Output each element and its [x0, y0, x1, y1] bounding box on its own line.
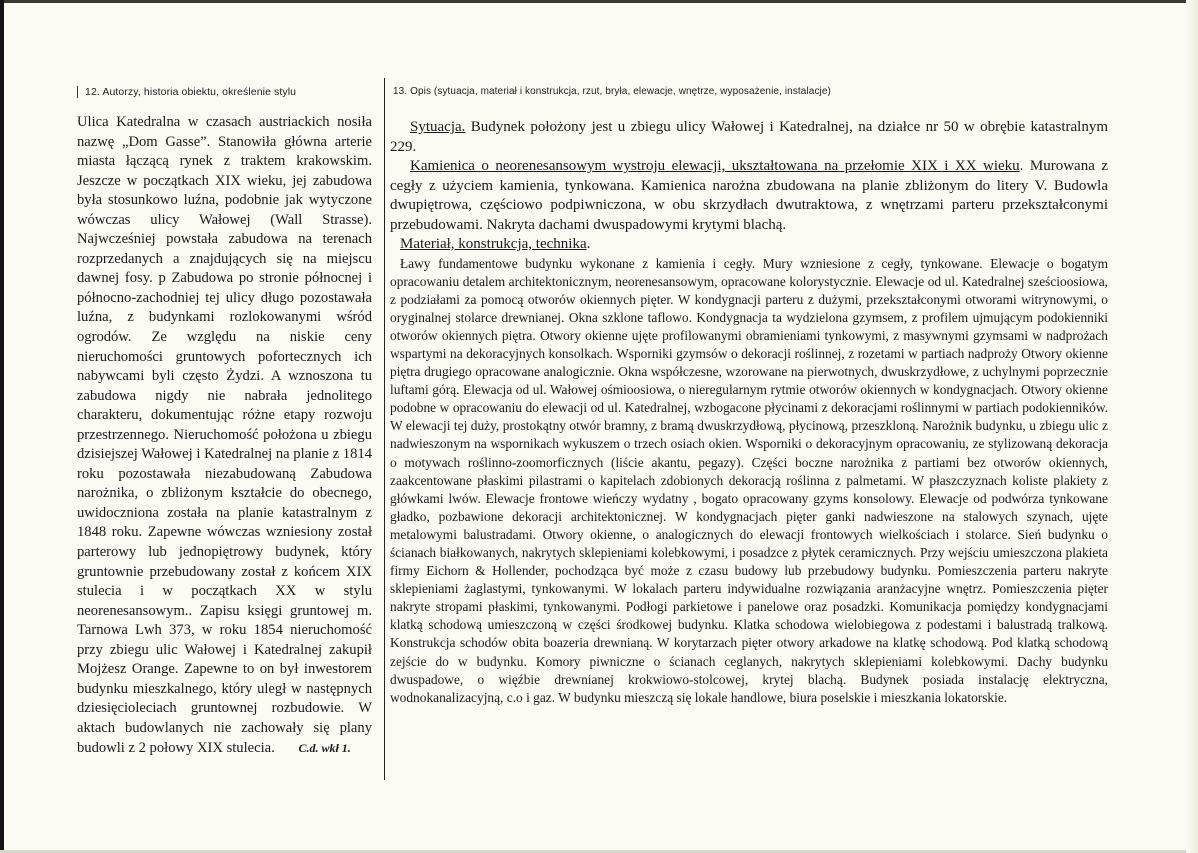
- style-text: . Murowana z cegły z użyciem kamienia, tynkowana. Kamienica narożna zbudowana na planie zbliżonym do litery V. Budowla dwupiętrowa, częściowo podpiwniczona, w obu skrzydłach dwutraktowa, z wnętrzami parteru przekształconymi przebudowami. Nakryta dachami dwuspadowymi krytymi blachą.: [390, 158, 1108, 233]
- section-12-body: [77, 113, 372, 758]
- history-paragraph: [77, 113, 372, 758]
- material-paragraph: Ławy fundamentowe budynku wykonane z kamienia i cegły. Mury wzniesione z cegły, tynkowane. Elewacje o bogatym opracowaniu detalem architektonicznym, neorenesansowym, opracowane kolorystycznie. Elewacje od ul. Katedralnej sześcioosiowa, z podziałami za pomocą otworów okiennych pięter. W kondygnacji parteru z dużymi, przekształconymi otworami witrynowymi, o oryginalnej stolarce drewnianej. Okna szklone taflowo. Kondygnacja ta wydzielona gzymsem, z profilem ujmującym podokienniki otworów okiennych piętra. Otwory okienne ujęte profilowanymi obramieniami tynkowymi, z masywnymi gzymsami w nadprożach wspartymi na dekoracyjnych konsolkach. Wsporniki gzymsów o dekoracji roślinnej, z rozetami w partiach nadproży Otwory okienne piętra drugiego opracowane analogicznie. Okna współczesne, wzorowane na pierwotnych, dwuskrzydłowe, z uchylnymi poprzecznie luftami górą. Elewacja od ul. Wałowej ośmioosiowa, o nieregularnym rytmie otworów okiennych w kondygnacjach. Otwory okienne podobne w opracowaniu do elewacji od ul. Katedralnej, wzbogacone płycinami z dekoracjami roślinnymi w partiach podokienników. W elewacji tej duży, prostokątny otwór bramny, z bramą dwuskrzydłową, płycinową, przeszkloną. Narożnik budynku, u zbiegu ulic z nadwieszonym na wspornikach wykuszem o trzech osiach okien. Wsporniki o dekoracyjnym opracowaniu, ze stylizowaną dekoracja o motywach roślinno-zoomorficznych (liście akantu, pegazy). Części boczne narożnika z partiami bez otworów okiennych, zaakcentowane płaskimi pilastrami o kapitelach zdobionych dekoracją roślinna z palmetami. W płaszczyznach koliste plakiety z główkami lwów. Elewacje frontowe wieńczy wydatny , bogato opracowany gzyms konsolowy. Elewacje od podwórza tynkowane gładko, pozbawione dekoracji architektonicznej. W kondygnacjach pięter ganki nadwieszone na stalowych szynach, ujęte metalowymi balustradami. Otwory okienne, o analogicznych do elewacji frontowych wielkościach i stolarce. Sień budynku o ścianach białkowanych, nakrytych sklepieniami kolebkowymi, i posadzce z płytek ceramicznych. Przy wejściu umieszczona plakieta firmy Eichorn & Hollender, pochodząca być może z czasu budowy lub przebudowy budynku. Pomieszczenia parteru nakryte sklepieniami żaglastymi, tynkowanymi. W lokalach parteru indywidualne rozwiązania aranżacyjne wnętrz. Pomieszczenia pięter nakryte stropami płaskimi, tynkowanymi. Podłogi parkietowe i panelowe oraz posadzki. Komunikacja pomiędzy kondygnacjami klatką schodową umieszczoną w części środkowej budynku. Klatka schodowa wielobiegowa z podestami i balustradą tralkową. Konstrukcja schodów obita boazeria drewnianą. W korytarzach pięter otwory arkadowe na klatkę schodową. Pod klatką schodową zejście do w budynku. Komory piwniczne o ścianach ceglanych, nakrytych sklepieniami kolebkowymi. Dachy budynku dwuspadowe, o więźbie drewnianej krokwiowo-stolcowej, krytej blachą. Budynek posiada instalację elektryczna, wodnokanalizacyjną, c.o i gaz. W budynku mieszczą się lokale handlowe, biura poselskie i mieszkania lokatorskie.: [390, 255, 1108, 705]
- situation-paragraph: [390, 118, 1108, 157]
- scan-edge-left: [0, 0, 4, 853]
- column-divider: [384, 78, 385, 780]
- style-paragraph: [390, 157, 1108, 235]
- material-heading-paragraph: [390, 235, 1108, 255]
- situation-text: Budynek położony jest u zbiegu ulicy Wałowej i Katedralnej, na działce nr 50 w obrębie katastralnym 229.: [390, 119, 1108, 155]
- section-13-header: 13. Opis (sytuacja, materiał i konstrukcja, rzut, bryła, elewacje, wnętrze, wyposażenie, instalacje): [393, 86, 831, 97]
- continuation-note: C.d. wkł 1.: [298, 740, 351, 755]
- situation-heading: Sytuacja.: [410, 119, 466, 135]
- style-heading: Kamienica o neorenesansowym wystroju elewacji, ukształtowana na przełomie XIX i XX wieku: [410, 158, 1020, 174]
- section-12-header: 12. Autorzy, historia obiektu, określenie stylu: [77, 86, 296, 98]
- section-13-body: [390, 118, 1108, 707]
- material-heading-end: .: [586, 236, 591, 252]
- history-text: Ulica Katedralna w czasach austriackich nosiła nazwę „Dom Gasse”. Stanowiła główna arterie miasta łączącą rynek z traktem krakowskim. Jeszcze w początkach XIX wieku, jej zabudowa była stosunkowo luźna, podobnie jak wytyczone wówczas ulicy Wałowej (Wall Strasse). Najwcześniej powstała zabudowa na terenach rozprzedanych a znajdujących się na miejscu dawnej fosy. p Zabudowa po stronie północnej i północno-zachodniej tej ulicy długo pozostawała luźna, z budynkami rozlokowanymi wśród ogrodów. Ze względu na niskie ceny nieruchomości gruntowych pofortecznych ich nabywcami byli często Żydzi. A wznoszona tu zabudowa nigdy nie nabrała jednolitego charakteru, dokumentując różne etapy rozwoju przestrzennego. Nieruchomość położona u zbiegu dzisiejszej Wałowej i Katedralnej na planie z 1814 roku pozostawała niezabudowaną Zabudowa narożnika, o zbliżonym kształcie do obecnego, uwidoczniona została na planie katastralnym z 1848 roku. Zapewne wówczas wzniesiony został parterowy lub jednopiętrowy budynek, który gruntownie przebudowany został z końcem XIX stulecia i w początkach XX w stylu neorenesansowym.. Zapisu księgi gruntowej m. Tarnowa Lwh 373, w roku 1854 nieruchomość przy zbiegu ulic Wałowej i Katedralnej zakupił Mojżesz Orange. Zapewne to on był inwestorem budynku mieszkalnego, który uległ w następnych dziesięcioleciach gruntownej rozbudowie. W aktach budowlanych nie zachowały się plany budowli z 2 połowy XIX stulecia.: [77, 114, 372, 756]
- material-heading: Materiał, konstrukcja, technika: [400, 236, 587, 252]
- scan-edge-top: [0, 0, 1198, 3]
- scan-edge-right: [1186, 0, 1198, 853]
